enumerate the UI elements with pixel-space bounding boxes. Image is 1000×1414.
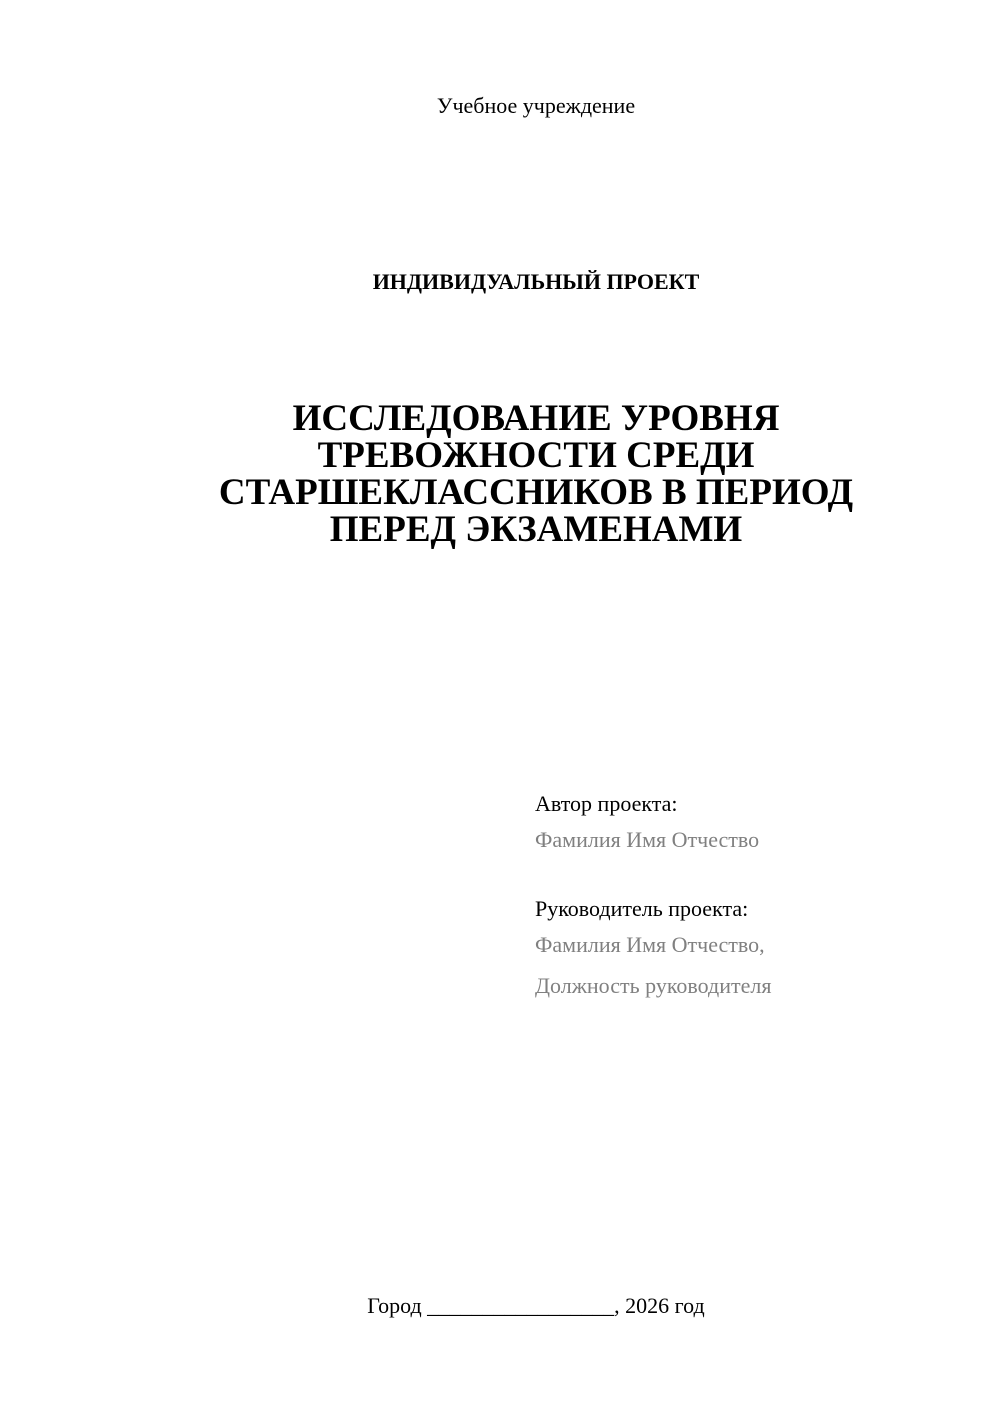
author-label: Автор проекта: xyxy=(535,791,678,816)
author-name: Фамилия Имя Отчество xyxy=(535,827,760,852)
project-title-line: ИССЛЕДОВАНИЕ УРОВНЯ xyxy=(292,398,780,439)
project-title-line: ТРЕВОЖНОСТИ СРЕДИ xyxy=(317,435,755,476)
project-type-heading: ИНДИВИДУАЛЬНЫЙ ПРОЕКТ xyxy=(372,269,700,294)
author-block xyxy=(535,790,975,854)
supervisor-name: Фамилия Имя Отчество, xyxy=(535,932,765,957)
project-title-line: ПЕРЕД ЭКЗАМЕНАМИ xyxy=(329,509,743,550)
project-title xyxy=(200,400,872,548)
supervisor-position: Должность руководителя xyxy=(535,973,772,998)
supervisor-block xyxy=(535,895,975,1000)
institution-name: Учебное учреждение xyxy=(436,93,636,118)
city-year-line: Город _________________, 2026 год xyxy=(367,1293,705,1318)
supervisor-label: Руководитель проекта: xyxy=(535,896,749,921)
project-title-line: СТАРШЕКЛАССНИКОВ В ПЕРИОД xyxy=(218,472,854,513)
